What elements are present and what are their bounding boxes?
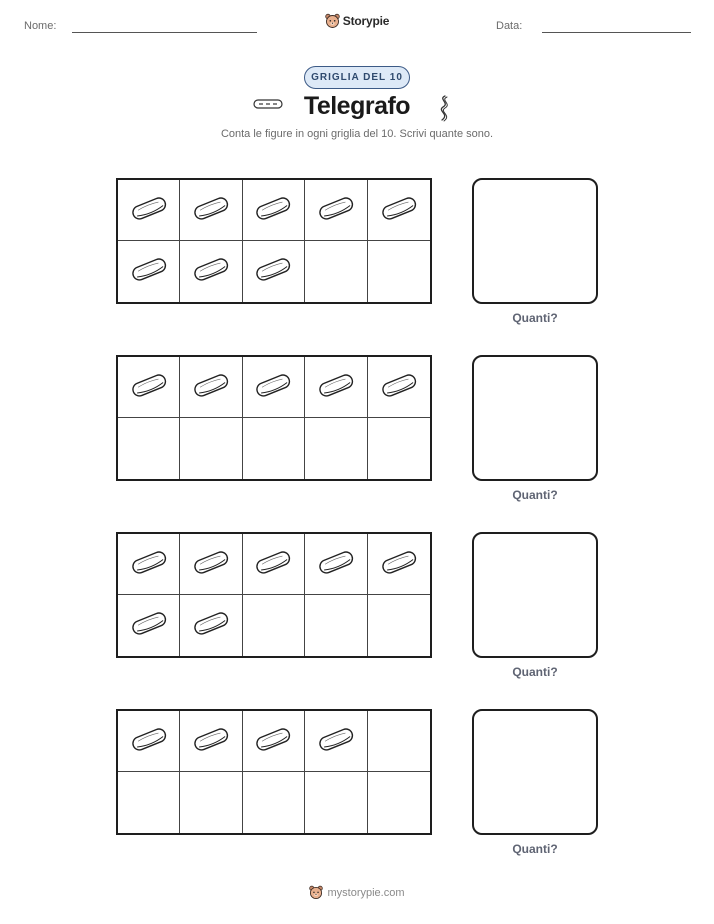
telegraph-key-icon — [191, 255, 231, 288]
ten-frame-cell — [180, 772, 242, 833]
ten-frame-cell — [305, 357, 367, 418]
ten-frame-cell — [243, 241, 305, 302]
telegraph-key-icon — [253, 548, 293, 581]
telegraph-key-icon — [129, 548, 169, 581]
answer-box[interactable] — [472, 355, 598, 481]
ten-frame-cell — [305, 418, 367, 479]
ten-frame-cell — [243, 534, 305, 595]
ten-frame-cell — [180, 357, 242, 418]
question-label: Quanti? — [512, 488, 558, 502]
date-line — [542, 32, 691, 33]
brand-logo — [0, 13, 714, 29]
telegraph-key-icon — [316, 548, 356, 581]
telegraph-key-icon — [253, 371, 293, 404]
name-line — [72, 32, 257, 33]
answer-box[interactable] — [472, 532, 598, 658]
telegraph-key-icon — [191, 548, 231, 581]
ten-frame-cell — [305, 711, 367, 772]
ten-frame-cell — [368, 357, 430, 418]
question-label: Quanti? — [512, 311, 558, 325]
page-title: Telegrafo — [303, 92, 411, 120]
telegraph-key-icon — [191, 371, 231, 404]
question-label: Quanti? — [512, 665, 558, 679]
ten-frame-cell — [118, 534, 180, 595]
telegraph-key-icon — [191, 609, 231, 642]
ten-frame-cell — [243, 711, 305, 772]
name-label: Nome: — [24, 20, 57, 32]
ten-frame-cell — [305, 241, 367, 302]
ten-frame-cell — [180, 711, 242, 772]
ten-frame-cell — [118, 595, 180, 656]
ten-frame-cell — [180, 180, 242, 241]
telegraph-key-icon — [129, 194, 169, 227]
telegraph-key-icon — [379, 548, 419, 581]
ten-frame-cell — [243, 180, 305, 241]
bear-mascot-icon — [309, 885, 323, 900]
ten-frame-cell — [305, 534, 367, 595]
ten-frame-cell — [368, 241, 430, 302]
telegraph-key-icon — [253, 725, 293, 758]
ten-frame-cell — [368, 595, 430, 656]
ten-frame-cell — [180, 241, 242, 302]
ten-frame-cell — [305, 180, 367, 241]
ten-frame-cell — [118, 772, 180, 833]
answer-box[interactable] — [472, 709, 598, 835]
ten-frame-cell — [118, 711, 180, 772]
ten-frame-cell — [180, 595, 242, 656]
telegraph-key-icon — [379, 371, 419, 404]
ten-frame-cell — [243, 772, 305, 833]
ten-frame-cell — [180, 534, 242, 595]
telegraph-key-icon — [316, 371, 356, 404]
question-label: Quanti? — [512, 842, 558, 856]
date-field — [496, 20, 522, 32]
ten-frame-cell — [118, 418, 180, 479]
ten-frame-cell — [118, 180, 180, 241]
ten-frame-cell — [243, 418, 305, 479]
telegraph-key-icon — [316, 725, 356, 758]
telegraph-key-icon — [316, 194, 356, 227]
telegraph-key-icon — [191, 725, 231, 758]
title-row — [0, 92, 714, 124]
telegraph-key-icon — [129, 725, 169, 758]
ten-frame — [116, 709, 432, 835]
ten-frame-cell — [368, 534, 430, 595]
ten-frame-cell — [368, 772, 430, 833]
ten-frame-cell — [118, 241, 180, 302]
ten-frame-cell — [118, 357, 180, 418]
ten-frame-cell — [180, 418, 242, 479]
telegraph-key-icon — [191, 194, 231, 227]
ten-frame-cell — [368, 711, 430, 772]
answer-box[interactable] — [472, 178, 598, 304]
telegraph-key-icon — [129, 255, 169, 288]
ten-frame-cell — [305, 595, 367, 656]
telegraph-key-icon — [253, 194, 293, 227]
telegraph-key-icon — [129, 609, 169, 642]
bear-mascot-icon — [325, 13, 340, 29]
ten-frame — [116, 178, 432, 304]
ten-frame — [116, 355, 432, 481]
telegraph-key-icon — [379, 194, 419, 227]
ten-frame-cell — [368, 180, 430, 241]
ten-frame — [116, 532, 432, 658]
ten-frame-cell — [243, 595, 305, 656]
ten-frame-cell — [368, 418, 430, 479]
footer-site: mystorypie.com — [327, 886, 405, 899]
ten-frame-cell — [243, 357, 305, 418]
ten-frame-cell — [305, 772, 367, 833]
category-badge: GRIGLIA DEL 10 — [304, 66, 410, 89]
telegraph-key-icon — [253, 255, 293, 288]
telegraph-key-icon — [129, 371, 169, 404]
instructions: Conta le figure in ogni griglia del 10. Scrivi quante sono. — [220, 128, 494, 140]
date-label: Data: — [496, 20, 523, 32]
brand-name: Storypie — [342, 14, 390, 28]
footer — [0, 885, 714, 900]
squiggle-signal-icon — [436, 94, 452, 122]
